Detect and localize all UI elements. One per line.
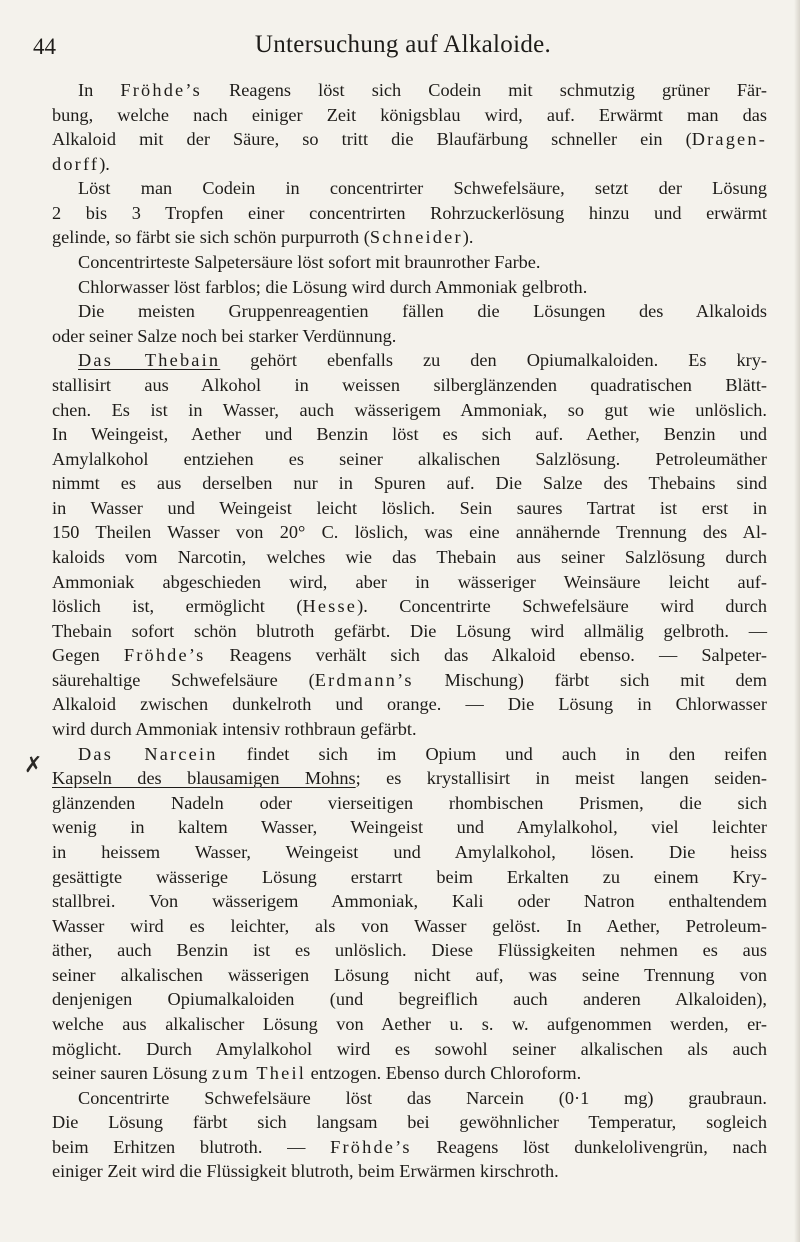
text-line: Gegen Fröhde’s Reagens verhält sich das Alkaloid ebenso. — Salpeter- — [52, 645, 767, 666]
text-line: Alkaloid zwischen dunkelroth und orange. — Die Lösung in Chlorwasser — [52, 694, 767, 715]
text-line: Thebain sofort schön blutroth gefärbt. Die Lösung wird allmälig gelbroth. — — [52, 620, 767, 641]
text-line: bung, welche nach einiger Zeit königsblau wird, auf. Erwärmt man das — [52, 104, 767, 125]
text-line: beim Erhitzen blutroth. — Fröhde’s Reagens löst dunkelolivengrün, nach — [52, 1136, 768, 1157]
text-line: wenig in kaltem Wasser, Weingeist und Amylalkohol, viel leichter — [52, 817, 767, 838]
text-line: denjenigen Opiumalkaloiden (und begreiflich auch anderen Alkaloiden), — [52, 989, 767, 1010]
paragraph — [52, 176, 767, 250]
text-line: chen. Es ist in Wasser, auch wässerigem Ammoniak, so gut wie unlöslich. — [52, 399, 767, 420]
page-number: 44 — [33, 34, 56, 59]
text-line: Concentrirte Schwefelsäure löst das Narcein (0·1 mg) graubraun. — [78, 1087, 767, 1108]
text-line: Die meisten Gruppenreagentien fällen die Lösungen des Alkaloids — [78, 301, 767, 322]
margin-annotation-mark: ✗ — [24, 752, 43, 777]
text-line: Die Lösung färbt sich langsam bei gewöhnlicher Temperatur, sogleich — [52, 1112, 767, 1133]
text-line: einiger Zeit wird die Flüssigkeit blutroth, beim Erwärmen kirschroth. — [52, 1161, 559, 1182]
text-line: Chlorwasser löst farblos; die Lösung wird durch Ammoniak gelbroth. — [78, 276, 588, 297]
text-line: dorff). — [52, 153, 110, 174]
paragraph — [52, 78, 767, 176]
paragraph — [52, 250, 767, 275]
text-line: 150 Theilen Wasser von 20° C. löslich, was eine annähernde Trennung des Al- — [52, 522, 767, 543]
page-edge-shadow — [794, 0, 800, 1242]
text-line: seiner alkalischen wässerigen Lösung nicht auf, was seine Trennung von — [52, 964, 767, 985]
body-text — [52, 78, 767, 1184]
paragraph — [52, 1086, 767, 1184]
text-line: stallbrei. Von wässerigem Ammoniak, Kali oder Natron enthaltendem — [52, 891, 767, 912]
text-line: Wasser wird es leichter, als von Wasser gelöst. In Aether, Petroleum- — [52, 915, 767, 936]
text-line: Concentrirteste Salpetersäure löst sofort mit braunrother Farbe. — [78, 252, 541, 273]
text-line: gelinde, so färbt sie sich schön purpurroth (Schneider). — [52, 227, 474, 248]
text-line: oder seiner Salze noch bei starker Verdünnung. — [52, 325, 397, 346]
paragraph — [52, 299, 767, 348]
text-line: In Fröhde’s Reagens löst sich Codein mit schmutzig grüner Fär- — [78, 80, 767, 100]
text-line: stallisirt aus Alkohol in weissen silberglänzenden quadratischen Blätt- — [52, 374, 767, 395]
text-line: gesättigte wässerige Lösung erstarrt beim Erkalten zu einem Kry- — [52, 866, 767, 887]
paragraph — [52, 742, 767, 1086]
text-line: löslich ist, ermöglicht (Hesse). Concentrirte Schwefelsäure wird durch — [52, 596, 767, 617]
text-line: Ammoniak abgeschieden wird, aber in wässeriger Weinsäure leicht auf- — [52, 571, 767, 592]
paragraph — [52, 275, 767, 300]
text-line: Amylalkohol entziehen es seiner alkalischen Salzlösung. Petroleumäther — [52, 448, 767, 469]
text-line: kaloids vom Narcotin, welches wie das Thebain aus seiner Salzlösung durch — [52, 546, 767, 567]
text-line: säurehaltige Schwefelsäure (Erdmann’s Mischung) färbt sich mit dem — [52, 669, 767, 690]
text-line: in Wasser und Weingeist leicht löslich. Sein saures Tartrat ist erst in — [52, 497, 767, 518]
text-line: wird durch Ammoniak intensiv rothbraun gefärbt. — [52, 719, 417, 740]
page-header — [33, 28, 773, 68]
text-line: glänzenden Nadeln oder vierseitigen rhombischen Prismen, die sich — [52, 792, 767, 813]
text-line: Kapseln des blausamigen Mohns; es krystallisirt in meist langen seiden- — [52, 768, 767, 789]
text-line: Das Narcein findet sich im Opium und auch in den reifen — [78, 743, 767, 764]
paragraph — [52, 348, 767, 741]
text-line: 2 bis 3 Tropfen einer concentrirten Rohrzuckerlösung hinzu und erwärmt — [52, 202, 767, 223]
text-line: möglicht. Durch Amylalkohol wird es sowohl seiner alkalischen als auch — [52, 1038, 767, 1059]
text-line: nimmt es aus derselben nur in Spuren auf. Die Salze des Thebains sind — [52, 473, 767, 494]
text-line: In Weingeist, Aether und Benzin löst es sich auf. Aether, Benzin und — [52, 424, 767, 445]
text-line: Löst man Codein in concentrirter Schwefelsäure, setzt der Lösung — [78, 178, 767, 199]
text-line: welche aus alkalischer Lösung von Aether u. s. w. aufgenommen werden, er- — [52, 1013, 767, 1034]
text-line: seiner sauren Lösung zum Theil entzogen. Ebenso durch Chloroform. — [52, 1063, 582, 1084]
text-line: Alkaloid mit der Säure, so tritt die Blaufärbung schneller ein (Dragen- — [52, 129, 767, 150]
running-title: Untersuchung auf Alkaloide. — [254, 31, 552, 58]
text-line: äther, auch Benzin ist es unlöslich. Diese Flüssigkeiten nehmen es aus — [52, 940, 767, 961]
text-line: in heissem Wasser, Weingeist und Amylalkohol, lösen. Die heiss — [52, 841, 767, 862]
text-line: Das Thebain gehört ebenfalls zu den Opiumalkaloiden. Es kry- — [78, 350, 767, 371]
